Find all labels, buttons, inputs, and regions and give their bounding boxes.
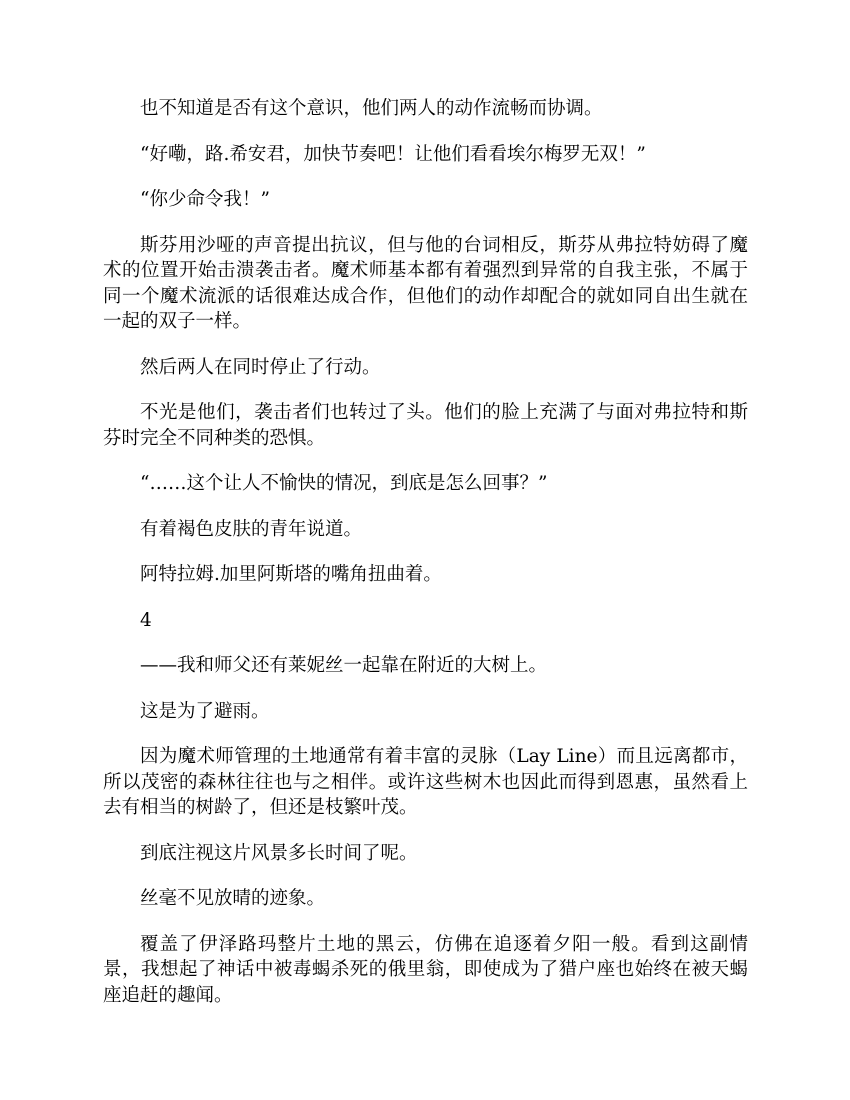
paragraph: 斯芬用沙哑的声音提出抗议，但与他的台词相反，斯芬从弗拉特妨碍了魔术的位置开始击溃袭击者。魔术师基本都有着强烈到异常的自我主张，不属于同一个魔术流派的话很难达成合作，但他们的动作却配合的就如同自出生就在一起的双子一样。 bbox=[103, 234, 748, 332]
section-number: 4 bbox=[140, 609, 152, 631]
paragraph: 然后两人在同时停止了行动。 bbox=[140, 356, 381, 378]
paragraph: 丝毫不见放晴的迹象。 bbox=[140, 888, 326, 909]
paragraph: 阿特拉姆.加里阿斯塔的嘴角扭曲着。 bbox=[140, 564, 442, 585]
paragraph: ——我和师父还有莱妮丝一起靠在附近的大树上。 bbox=[140, 655, 548, 676]
paragraph: 覆盖了伊泽路玛整片土地的黑云，仿佛在追逐着夕阳一般。看到这副情景，我想起了神话中被毒蝎杀死的俄里翁，即使成为了猎户座也始终在被天蝎座追赶的趣闻。 bbox=[103, 933, 748, 1006]
dialogue-paragraph: “……这个让人不愉快的情况，到底是怎么回事？” bbox=[140, 473, 548, 494]
paragraph: 到底注视这片风景多长时间了呢。 bbox=[140, 842, 418, 864]
paragraph: 因为魔术师管理的土地通常有着丰富的灵脉（Lay Line）而且远离都市，所以茂密的森林往往也与之相伴。或许这些树木也因此而得到恩惠，虽然看上去有相当的树龄了，但还是枝繁叶茂。 bbox=[103, 746, 748, 818]
dialogue-paragraph: “好嘞，路.希安君，加快节奏吧！让他们看看埃尔梅罗无双！” bbox=[140, 143, 646, 165]
paragraph: 不光是他们，袭击者们也转过了头。他们的脸上充满了与面对弗拉特和斯芬时完全不同种类的恐惧。 bbox=[103, 402, 748, 449]
document-page bbox=[103, 96, 748, 1028]
paragraph: 也不知道是否有这个意识，他们两人的动作流畅而协调。 bbox=[140, 98, 603, 119]
paragraph: 有着褐色皮肤的青年说道。 bbox=[140, 518, 363, 540]
paragraph: 这是为了避雨。 bbox=[140, 700, 270, 722]
dialogue-paragraph: “你少命令我！” bbox=[140, 189, 270, 210]
